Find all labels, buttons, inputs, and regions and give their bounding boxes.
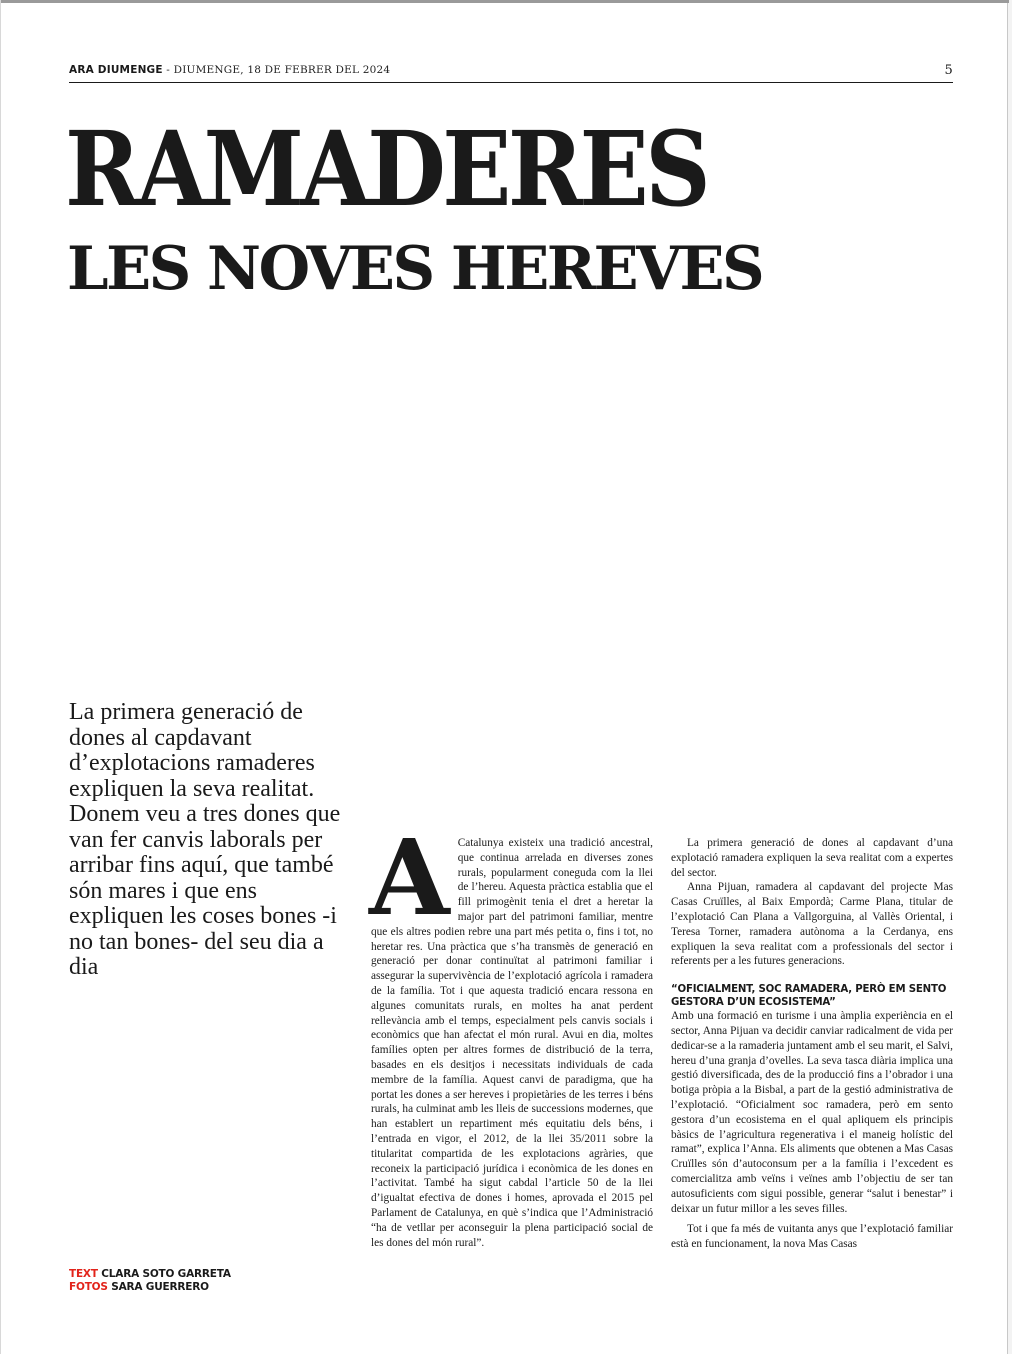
headline-main: RAMADERES — [65, 109, 708, 230]
column-2-paragraph-3: Amb una formació en turisme i una àmplia experiència en el sector, Anna Pijuan va decidir canviar radicalment de vida per dedicar-se a la ramaderia juntament amb el seu marit, el Salvi, hereu d’una granja d’ovelles. La seva tasca diària implica una gestió diversificada, des de la producció fins a l’obrador i una botiga pròpia a la Bisbal, a part de la gestió administrativa de l’explotació. “Oficialment soc ramadera, però em sento gestora d’un ecosistema en el qual apliquem els principis bàsics de l’agricultura regenerativa i el maneig holístic del ramat”, explica l’Anna. Els aliments que obtenen a Mas Casas Cruïlles són d’autoconsum per a la família i l’excedent es comercialitza amb veïns i veïnes amb l’objectiu de ser tan autosuficients com sigui possible, generar “salut i benestar” i deixar un futur millor a les seves filles. — [671, 1010, 953, 1215]
top-edge-line — [1, 0, 1009, 3]
article-column-2 — [671, 836, 953, 1252]
photo-credit — [69, 1281, 289, 1294]
photo-credit-author: SARA GUERRERO — [111, 1281, 209, 1293]
article-column-1 — [369, 816, 653, 1250]
publication-name: ARA DIUMENGE — [69, 64, 163, 76]
folio-separator: - — [162, 64, 174, 76]
column-2-paragraph-1: La primera generació de dones al capdavant d’una explotació ramadera expliquen la seva realitat com a expertes del sector. — [671, 837, 953, 879]
column-2-paragraph-4: Tot i que fa més de vuitanta anys que l’explotació familiar està en funcionament, la nova Mas Casas — [671, 1223, 953, 1251]
page-number: 5 — [944, 63, 953, 78]
headline-secondary: LES NOVES HEREVES — [67, 234, 763, 304]
column-1-text: Catalunya existeix una tradició ancestral, que continua arrelada en diverses zones rurals, popularment coneguda com la llei de l’hereu. Aquesta pràctica establia que el fill primogènit tenia el dret a heretar la major part del patrimoni familiar, mentre que els altres podien rebre una part més petita o, fins i tot, no heretar res. Una pràctica que s’ha transmès de generació en generació per donar continuïtat al patrimoni familiar i assegurar la supervivència de l’explotació agrícola i ramadera de la família. Tot i que aquesta tradició encara ressona en algunes comunitats rurals, en moltes ha anat perdent rellevància amb el temps, especialment pels canvis socials i econòmics que han afectat el món rural. Avui en dia, moltes famílies opten per altres formes de distribució de la terra, basades en els desitjos i necessitats individuals de cada membre de la família. Aquest canvi de paradigma, que ha portat les dones a ser hereves i propietàries de les terres i béns rurals, ha culminat amb les lleis de successions modernes, que han establert un repartiment més equitatiu dels béns, i l’entrada en vigor, el 2012, de la llei 35/2011 sobre la titularitat compartida de les explotacions agràries, que reconeix la participació jurídica i econòmica de les dones en l’activitat. També ha sigut cabdal l’article 50 de la llei d’igualtat efectiva de dones i homes, aprovada el 2015 pel Parlament de Catalunya, en què s’indica que l’Administració “ha de vetllar per aconseguir la plena participació social de les dones del món rural”. — [371, 837, 653, 1249]
column-2-paragraph-2: Anna Pijuan, ramadera al capdavant del projecte Mas Casas Cruïlles, al Baix Empordà; Carme Plana, titular de l’explotació Can Plana a Vallgorguina, al Vallès Oriental, i Teresa Torner, ramadera autònoma a la Cerdanya, ens expliquen la seva realitat com a professionals del sector i referents per a les futures generacions. — [671, 881, 953, 968]
photo-credit-label: FOTOS — [69, 1281, 108, 1293]
text-credit-author: CLARA SOTO GARRETA — [101, 1268, 231, 1280]
drop-cap: A — [369, 816, 448, 939]
lede-paragraph: La primera generació de dones al capdavant d’explotacions ramaderes expliquen la seva realitat. Donem veu a tres dones que van fer canvis laborals per arribar fins aquí, que també són mares i que ens expliquen les coses bones -i no tan bones- del seu dia a dia — [69, 699, 341, 980]
header-rule — [69, 82, 953, 83]
column-1-paragraph — [369, 816, 653, 1250]
publication-date: DIUMENGE, 18 DE FEBRER DEL 2024 — [173, 64, 391, 76]
text-credit — [69, 1268, 289, 1281]
byline — [69, 1268, 289, 1294]
section-subheading: “OFICIALMENT, SOC RAMADERA, PERÒ EM SENTO GESTORA D’UN ECOSISTEMA” — [671, 984, 947, 1009]
text-credit-label: TEXT — [69, 1268, 98, 1280]
folio-line — [69, 64, 953, 80]
